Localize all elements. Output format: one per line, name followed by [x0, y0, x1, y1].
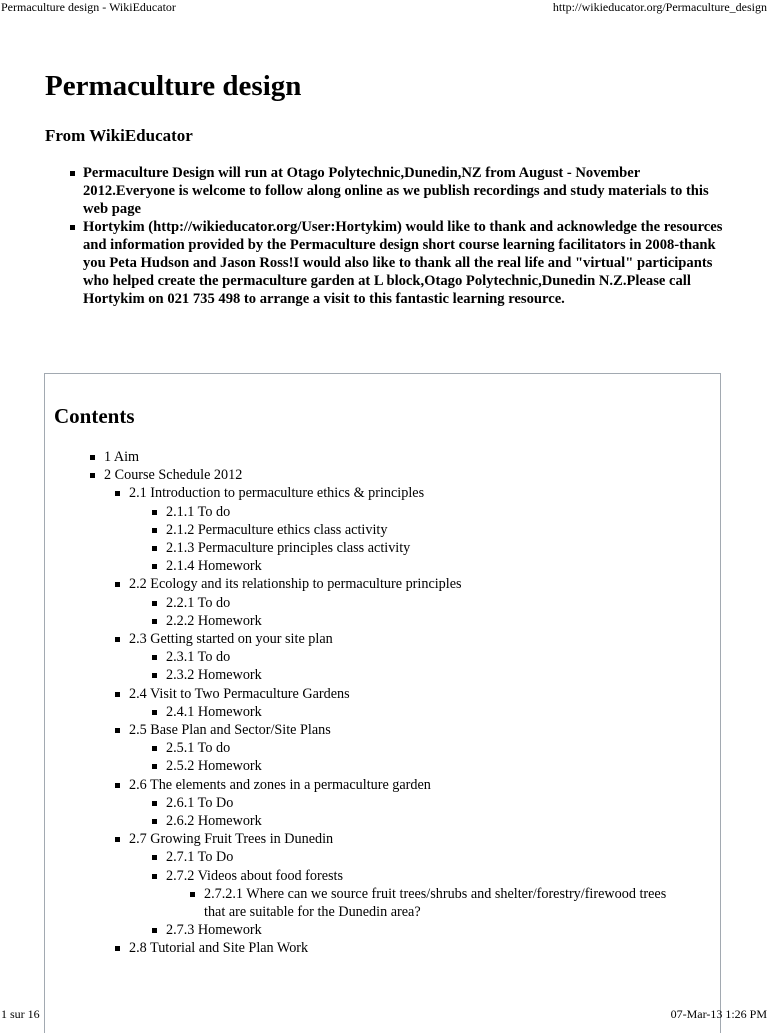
toc-item-label: 2.7.2 Videos about food forests [166, 867, 343, 884]
bullet-icon [152, 855, 157, 860]
toc-item[interactable] [129, 484, 424, 502]
toc-item[interactable] [166, 648, 230, 666]
toc-item[interactable] [166, 739, 230, 757]
toc-item[interactable] [129, 776, 431, 794]
bullet-icon [115, 582, 120, 587]
toc-item-label: 2.8 Tutorial and Site Plan Work [129, 940, 309, 957]
bullet-icon [115, 491, 120, 496]
page-subtitle: From WikiEducator [45, 126, 193, 145]
toc-item[interactable] [129, 685, 350, 703]
toc-item[interactable] [166, 703, 262, 721]
toc-item-label: 2.2.2 Homework [166, 612, 262, 629]
toc-item-label: 2.1.3 Permaculture principles class activity [166, 540, 411, 556]
toc-item[interactable] [129, 630, 333, 648]
toc-item-label: 2.2 Ecology and its relationship to permaculture principles [129, 576, 462, 593]
toc-item[interactable] [166, 594, 230, 612]
toc-item-label: 2.3.1 To do [166, 649, 231, 666]
toc-item-label: 2.1.1 To do [166, 503, 231, 520]
bullet-icon [115, 946, 120, 951]
toc-item[interactable] [129, 939, 308, 957]
page-number: 1 sur 16 [1, 1007, 40, 1021]
bullet-icon [115, 783, 120, 788]
toc-item[interactable] [104, 448, 139, 466]
bullet-icon [115, 692, 120, 697]
toc-item-label: 2.6 The elements and zones in a permaculture garden [129, 776, 431, 793]
toc-item[interactable] [166, 812, 262, 830]
toc-item[interactable] [129, 721, 331, 739]
toc-item[interactable] [166, 921, 262, 939]
bullet-icon [90, 473, 95, 478]
bullet-icon [152, 710, 157, 715]
toc-item[interactable] [166, 612, 262, 630]
bullet-icon [190, 892, 195, 897]
bullet-icon [152, 874, 157, 879]
intro-item: Hortykim (http://wikieducator.org/User:Hortykim) would like to thank and acknowledge the resources and information provided by the Permaculture design short course learning facilitators in 2008-thank you Peta Hudson and Jason Ross!I would also like to thank all the real life and "virtual" participants who helped create the permaculture garden at L block,Otago Polytechnic,Dunedin N.Z.Please call Hortykim on 021 735 498 to arrange a visit to this fantastic learning resource. [83, 218, 733, 308]
bullet-icon [152, 673, 157, 678]
toc-item-label-continued: that are suitable for the Dunedin area? [204, 903, 421, 920]
toc-item-label: 2.7 Growing Fruit Trees in Dunedin [129, 831, 334, 848]
print-datetime: 07-Mar-13 1:26 PM [670, 1007, 767, 1021]
toc-item-label: 2.5 Base Plan and Sector/Site Plans [129, 722, 331, 738]
bullet-icon [152, 619, 157, 624]
toc-item[interactable] [166, 794, 233, 812]
print-header-url[interactable]: http://wikieducator.org/Permaculture_design [552, 0, 767, 14]
toc-item[interactable] [166, 867, 343, 885]
intro-item: Permaculture Design will run at Otago Polytechnic,Dunedin,NZ from August - November 2012.Everyone is welcome to follow along online as we publish recordings and study materials to this web page [83, 164, 733, 218]
toc-item-label: 2.4.1 Homework [166, 703, 262, 720]
toc-item-label: 2.1.2 Permaculture ethics class activity [166, 521, 388, 538]
bullet-icon [152, 746, 157, 751]
toc-item[interactable] [166, 539, 410, 557]
bullet-icon [115, 637, 120, 642]
bullet-icon [115, 728, 120, 733]
page-title: Permaculture design [45, 70, 302, 102]
bullet-icon [152, 564, 157, 569]
toc-item[interactable] [104, 466, 242, 484]
print-footer [0, 1007, 768, 1023]
toc-item[interactable] [166, 757, 262, 775]
bullet-icon [152, 928, 157, 933]
toc-item-label: 2.7.2.1 Where can we source fruit trees/shrubs and shelter/forestry/firewood trees [204, 885, 667, 902]
print-header-title: Permaculture design - WikiEducator [1, 0, 176, 14]
toc-item[interactable] [166, 848, 233, 866]
toc-item-label: 2.2.1 To do [166, 594, 231, 611]
toc-item-label: 1 Aim [104, 449, 140, 465]
bullet-icon [152, 801, 157, 806]
toc-item[interactable] [166, 521, 387, 539]
toc-item-label: 2.7.1 To Do [166, 849, 234, 866]
bullet-icon [152, 819, 157, 824]
print-header [0, 0, 768, 16]
toc-item-label: 2.3 Getting started on your site plan [129, 631, 333, 647]
toc-item-label: 2.5.2 Homework [166, 758, 262, 775]
intro-list [83, 164, 733, 308]
bullet-icon [90, 455, 95, 460]
bullet-icon [152, 764, 157, 769]
toc-item-label: 2 Course Schedule 2012 [104, 467, 243, 484]
bullet-icon [152, 546, 157, 551]
bullet-icon [115, 837, 120, 842]
toc-item-label: 2.1.4 Homework [166, 558, 262, 575]
toc-item-label: 2.4 Visit to Two Permaculture Gardens [129, 685, 350, 702]
bullet-icon [152, 510, 157, 515]
toc-item-label: 2.6.2 Homework [166, 813, 262, 829]
toc-item[interactable] [204, 885, 666, 921]
toc-item[interactable] [166, 666, 262, 684]
toc-title: Contents [54, 404, 135, 428]
toc-item-label: 2.5.1 To do [166, 740, 231, 757]
toc-item[interactable] [166, 503, 230, 521]
bullet-icon [152, 655, 157, 660]
bullet-icon [152, 528, 157, 533]
toc-item-label: 2.6.1 To Do [166, 794, 234, 811]
toc-item-label: 2.1 Introduction to permaculture ethics & principles [129, 485, 425, 502]
toc-item[interactable] [129, 830, 333, 848]
toc-item[interactable] [166, 557, 262, 575]
bullet-icon [152, 601, 157, 606]
toc-item[interactable] [129, 575, 462, 593]
toc-item-label: 2.3.2 Homework [166, 667, 262, 684]
toc-item-label: 2.7.3 Homework [166, 922, 262, 939]
